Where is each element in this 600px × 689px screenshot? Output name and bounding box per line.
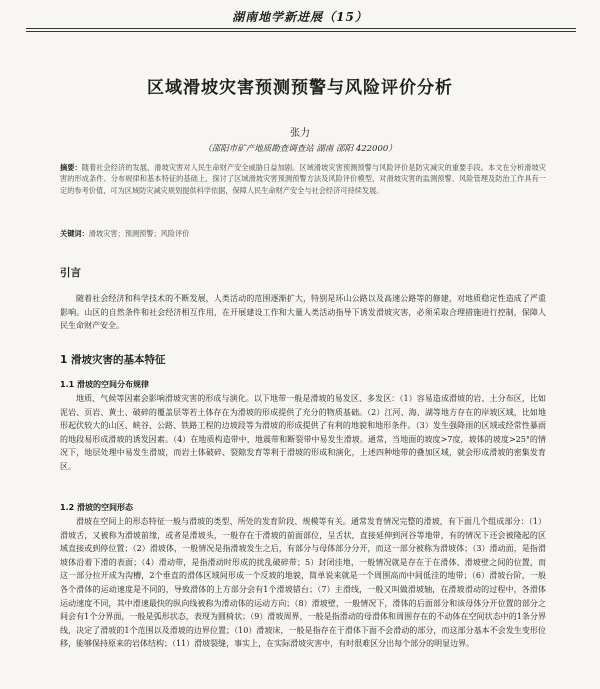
intro-paragraph: 随着社会经济和科学技术的不断发展，人类活动的范围逐渐扩大，特别是环山公路以及高速公路等的修建，对地质稳定性造成了严重影响。山区的自然条件和社会经济相互作用，在开展建设工作和大量人类活动指导下诱发滑坡灾害，必须采取合理措施进行控制，保障人民生命财产安全。 [60, 294, 546, 331]
affiliation: （邵阳市矿产地质勘查调查站 湖南 邵阳 422000） [203, 144, 397, 154]
author: 张力 [290, 128, 310, 139]
keywords-text: 滑坡灾害；预测预警；风险评价 [88, 229, 190, 238]
header-rule-bottom [26, 31, 576, 32]
abstract-text: 随着社会经济的发展，滑坡灾害对人民生命财产安全威胁日益加剧。区域滑坡灾害预测预警与风险评价是防灾减灾的重要手段。本文在分析滑坡灾害的形成条件、分布规律和基本特征的基础上，探讨了区域滑坡灾害预测预警方法及风险评价模型，对滑坡灾害的监测预警、风险管理及防治工作具有一定的参考价值，可为区域防灾减灾规划提供科学依据，保障人民生命财产安全与社会经济可持续发展。 [60, 163, 546, 195]
section-1-heading: 1 滑坡灾害的基本特征 [60, 354, 166, 366]
article-title: 区域滑坡灾害预测预警与风险评价分析 [147, 78, 453, 98]
keywords [60, 229, 546, 239]
running-header: 湖南地学新进展（15） [232, 10, 368, 24]
section-1-2-heading: 1.2 滑坡的空间形态 [60, 503, 133, 512]
intro-heading: 引言 [60, 267, 81, 279]
section-1-2-paragraph: 滑坡在空间上的形态特征一般与滑坡的类型、所处的发育阶段、规模等有关。通常发育情况完整的滑坡，有下面几个组成部分：（1）滑坡舌，又被称为滑坡前缘，或者是滑坡头，一般存在于滑坡的前面部位，呈舌状，直接延伸到河谷等地带，有的情况下还会被隆起的区域直接或到停位置；（2）滑坡体，一般情况是指滑坡发生之后，有部分与母体部分分开，而这一部分被称为滑坡体；（3）滑动面，是指滑坡体沿着下滑的表面；（4）滑动带，是指滑动时形成的扰乱破碎带；5）封闭洼地，一般情况就是存在于在滑体、滑坡壁之间的位置，而这一部分拉开成为沟槽，2个垂直的滑体区域间形成一个反坡的地貌，简单说来就是一个周围高而中间低洼的地带；（6）滑坡台阶，一般各个滑体的运动速度是不同的，导致滑体的上方部分会有1个滑坡错台；（7）主滑线，一般又叫做滑坡轴，在滑坡滑动的过程中，各滑体运动速度不同，其中滑速最快的纵向线被称为滑动体的运动方向；（8）滑坡壁，一般情况下，滑体的后面部分和该母体分开位置的部分之间会有1个分界面，一般是弧形状态，表现为圆椅状；（9）滑坡周界，一般是指滑动的母滑体和周围存在的不动体在空间状态中的1条分界线，决定了滑坡的1个范围以及滑坡的边界位置；（10）滑坡床，一般是指存在于滑体下面不会滑动的部分，而这部分基本不会发生变形位移，能够保持原来的岩体结构；（11）滑坡裂缝，事实上，在实际滑坡灾害中，有时很难区分出每个部分的明显边界。 [60, 517, 546, 649]
section-1-1-paragraph: 地质、气候等因素会影响滑坡灾害的形成与演化。以下地带一般是滑坡的易发区、多发区：（1）容易造成滑坡的岩、土分布区，比如泥岩、页岩、黄土、破碎的覆盖层等若土体存在为滑坡的形成提供了充分的物质基础。（2）江河、海、湖等地方存在的岸坡区域，比如地形起伏较大的山区、峡谷、公路、铁路工程的边坡段等为滑坡的形成提供了有利的地貌和地形条件。（3）发生强降雨的区域或经常性暴雨的地段易形成滑坡的诱发因素。（4）在地质构造带中，地震带和断裂带中易发生滑坡。通常，当地面的坡度>7度，坡体的坡度>25°的情况下，地层处理中易发生滑坡，而岩土体破碎、裂隙发育等利于滑坡的形成和演化，上述四种地带的叠加区域，就会形成滑坡的密集发育区。 [60, 394, 546, 471]
header-rule-top [26, 28, 576, 29]
abstract-label: 摘要： [60, 163, 82, 172]
keywords-label: 关键词： [60, 229, 89, 238]
abstract [60, 162, 546, 196]
section-1-1-heading: 1.1 滑坡的空间分布规律 [60, 380, 149, 389]
